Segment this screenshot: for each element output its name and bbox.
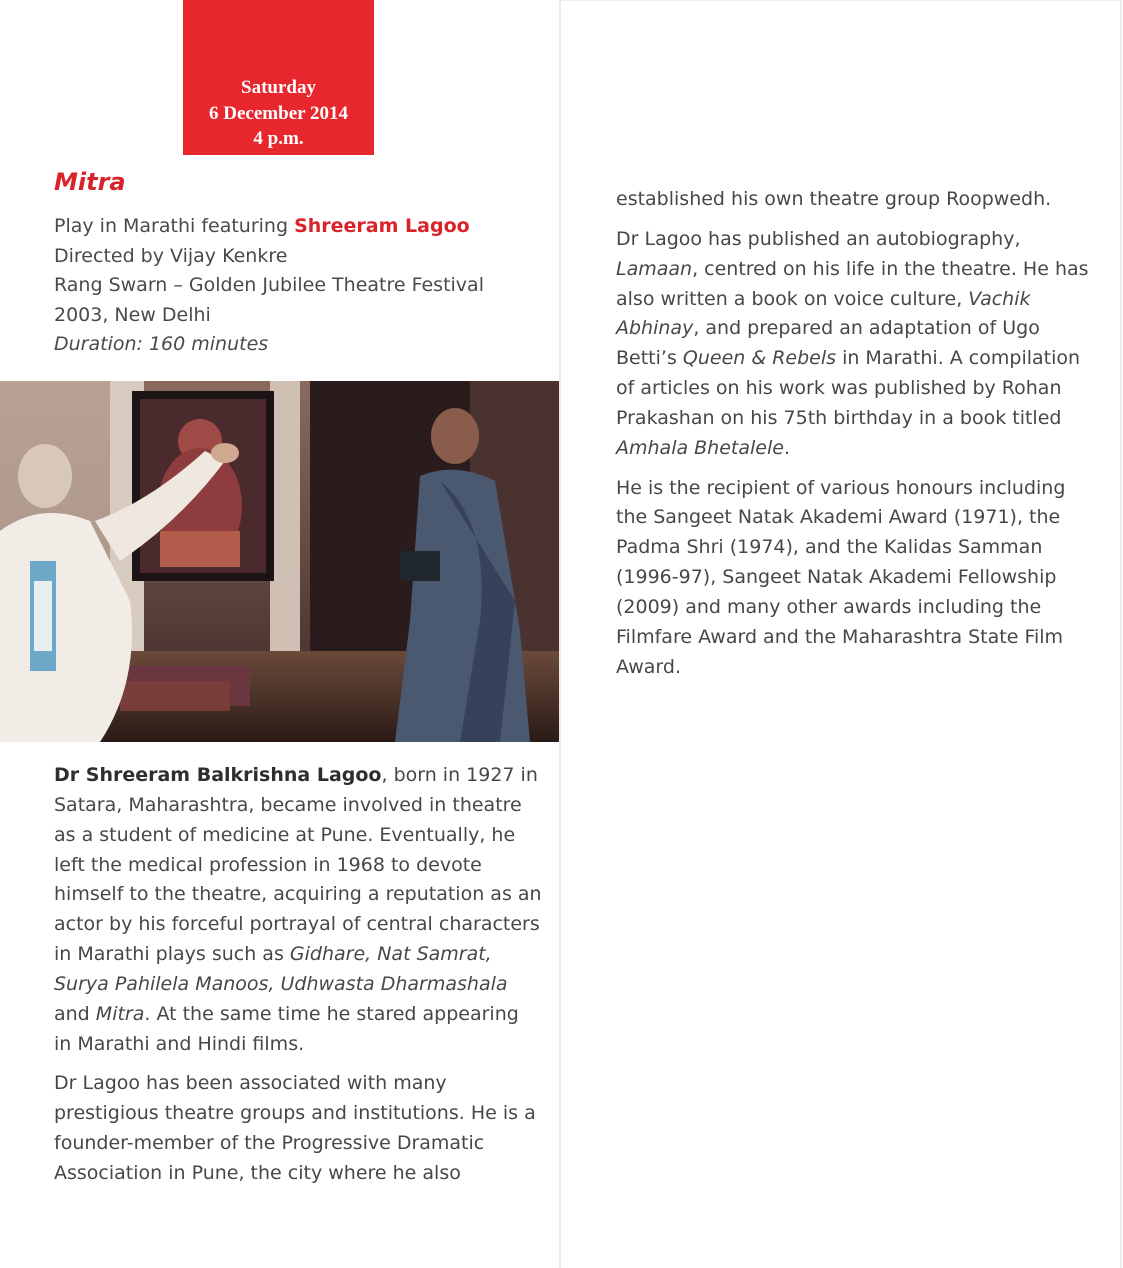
play-festival-year: 2003, New Delhi [54, 303, 211, 326]
bio-paragraph-4: He is the recipient of various honours including the Sangeet Natak Akademi Award (1971), the Padma Shri (1974), and the Kalidas Samman (1996-97), Sangeet Natak Akademi Fellowship (2009) and many other awards including the Filmfare Award and the Maharashtra State Film Award. [616, 476, 1066, 678]
event-date: 6 December 2014 [209, 102, 348, 124]
column-divider [559, 0, 561, 1268]
play-festival: Rang Swarn – Golden Jubilee Theatre Festival [54, 274, 484, 297]
biography-left-column [54, 761, 542, 1199]
bio-paragraph-3: Dr Lagoo has published an autobiography, Lamaan, centred on his life in the theatre. He has also written a book on voice culture, Vachik Abhinay, and prepared an adaptation of Ugo Betti’s Queen & Rebels in Marathi. A compilation of articles on his work was published by Rohan Prakashan on his 75th birthday in a book titled Amhala Bhetalele. [616, 227, 1089, 459]
page-top-border [561, 0, 1122, 1]
featured-actor: Shreeram Lagoo [294, 215, 470, 237]
event-day: Saturday [241, 77, 316, 98]
bio-paragraph-2: Dr Lagoo has been associated with many prestigious theatre groups and institutions. He is a founder-member of the Progressive Dramatic Association in Pune, the city where he also [54, 1072, 536, 1184]
bio-paragraph-continued: established his own theatre group Roopwedh. [616, 188, 1052, 210]
play-director: Directed by Vijay Kenkre [54, 244, 288, 267]
event-time: 4 p.m. [253, 128, 304, 149]
play-title: Mitra [54, 168, 126, 196]
biography-right-column [616, 185, 1096, 693]
bio-subject-name: Dr Shreeram Balkrishna Lagoo [54, 764, 382, 786]
play-details [54, 212, 534, 360]
date-badge [183, 0, 374, 155]
page-edge [1120, 0, 1122, 1268]
bio-paragraph-1: Dr Shreeram Balkrishna Lagoo, born in 1927 in Satara, Maharashtra, became involved in theatre as a student of medicine at Pune. Eventually, he left the medical profession in 1968 to devote himself to the theatre, acquiring a reputation as an actor by his forceful portrayal of central characters in Marathi plays such as Gidhare, Nat Samrat, Surya Pahilela Manoos, Udhwasta Dharmashala and Mitra. At the same time he stared appearing in Marathi and Hindi films. [54, 764, 542, 1055]
play-language-line: Play in Marathi featuring Shreeram Lagoo [54, 215, 470, 237]
stage-photo [0, 381, 559, 742]
play-duration: Duration: 160 minutes [54, 333, 269, 356]
